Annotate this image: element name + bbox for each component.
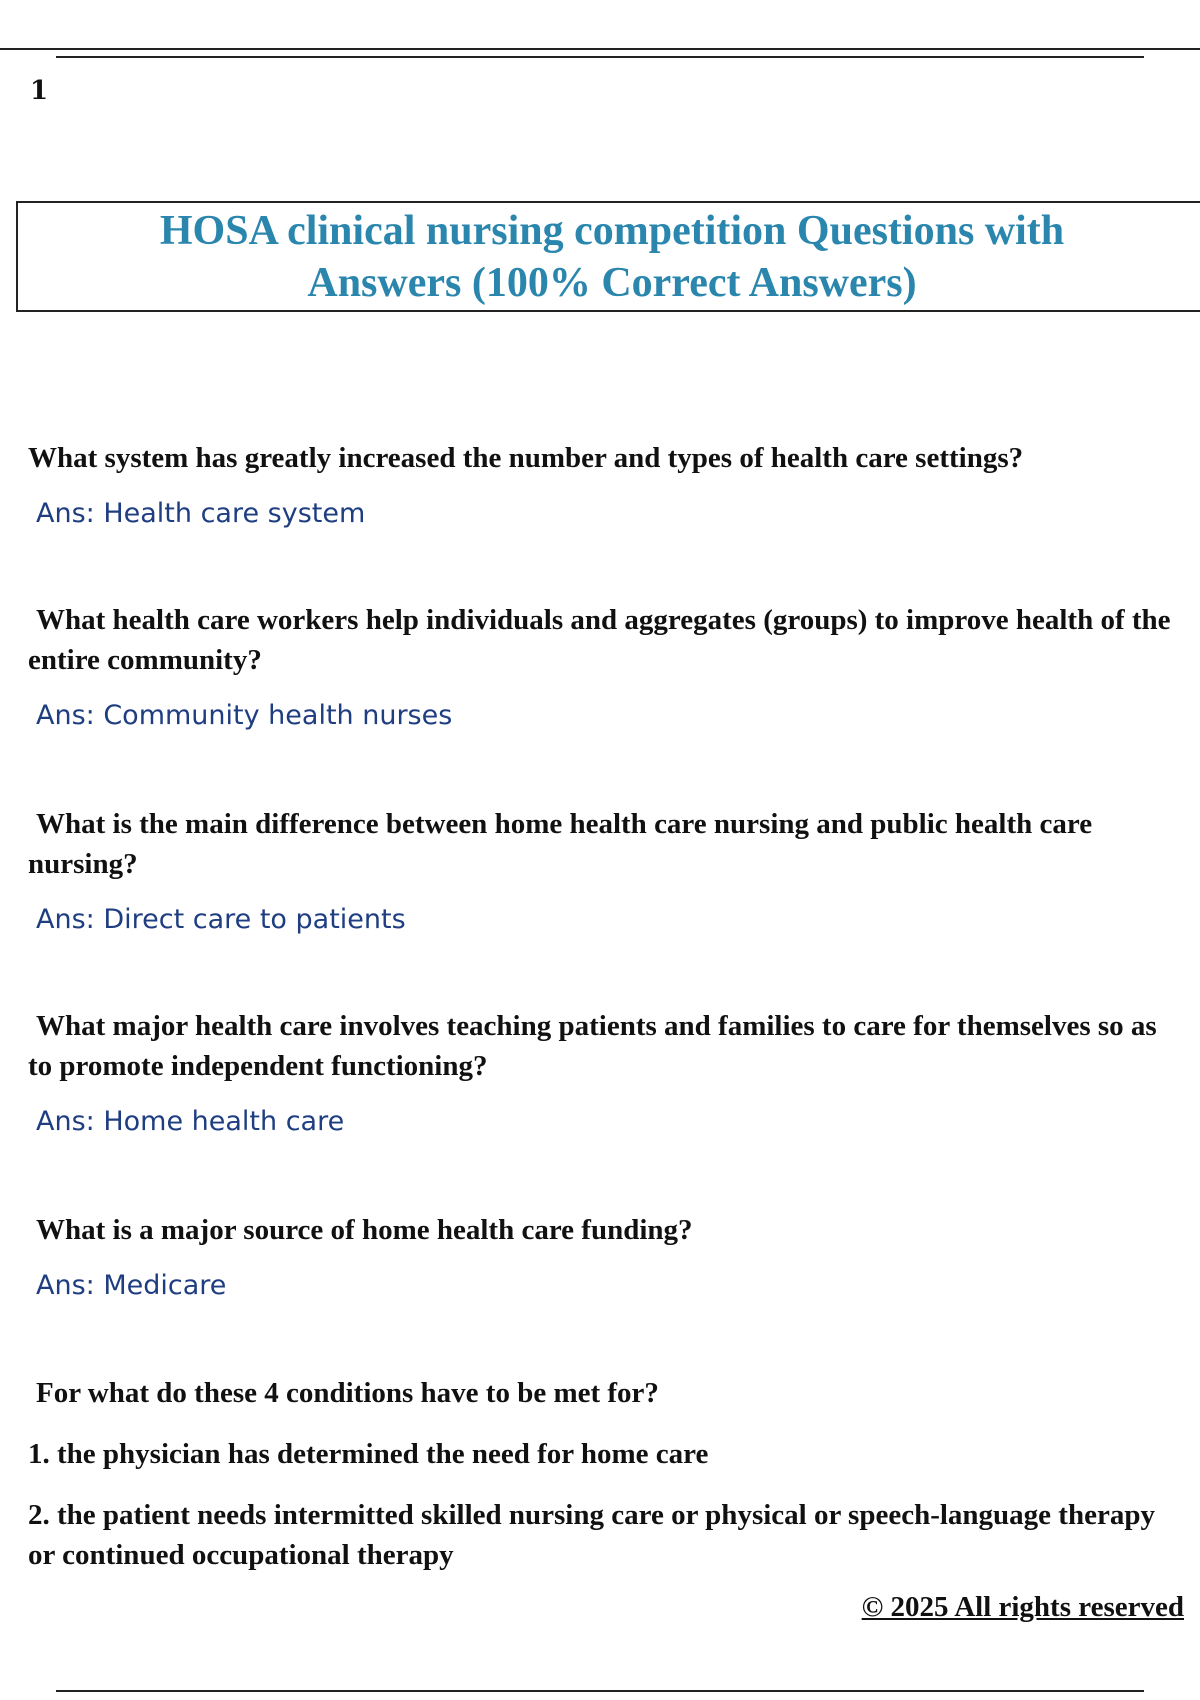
page-number: 1 [30,76,49,106]
answer-3: Ans: Direct care to patients [36,904,406,935]
condition-item-1: 1. the physician has determined the need for home care [28,1438,709,1470]
document-title [107,205,1117,309]
bottom-rule [56,1690,1144,1692]
copyright-notice: © 2025 All rights reserved [861,1591,1184,1623]
document-title-line-1: HOSA clinical nursing competition Questions with [159,207,1065,254]
top-rule-outer [0,48,1200,50]
qa-item-2 [28,600,1188,734]
title-box [16,201,1200,312]
question-4: What major health care involves teaching patients and families to care for themselves so as to promote independent functioning? [28,1010,1157,1082]
question-5: What is a major source of home health care funding? [36,1214,693,1246]
answer-2: Ans: Community health nurses [36,700,453,731]
answer-1: Ans: Health care system [36,498,366,529]
qa-item-1 [28,438,1188,532]
qa-item-5 [28,1210,1188,1304]
qa-item-3 [28,804,1188,938]
question-2: What health care workers help individuals and aggregates (groups) to improve health of the entire community? [28,604,1171,676]
answer-5: Ans: Medicare [36,1270,227,1301]
document-title-line-2: Answers (100% Correct Answers) [307,259,917,306]
qa-item-4 [28,1006,1188,1140]
conditions-block [28,1373,1188,1413]
top-rule-inner [56,56,1144,58]
answer-4: Ans: Home health care [36,1106,345,1137]
question-3: What is the main difference between home health care nursing and public health care nursing? [28,808,1093,880]
question-1: What system has greatly increased the number and types of health care settings? [28,442,1024,474]
conditions-question: For what do these 4 conditions have to be met for? [36,1377,659,1409]
condition-item-2: 2. the patient needs intermitted skilled nursing care or physical or speech-language therapy or continued occupational therapy [28,1499,1155,1571]
